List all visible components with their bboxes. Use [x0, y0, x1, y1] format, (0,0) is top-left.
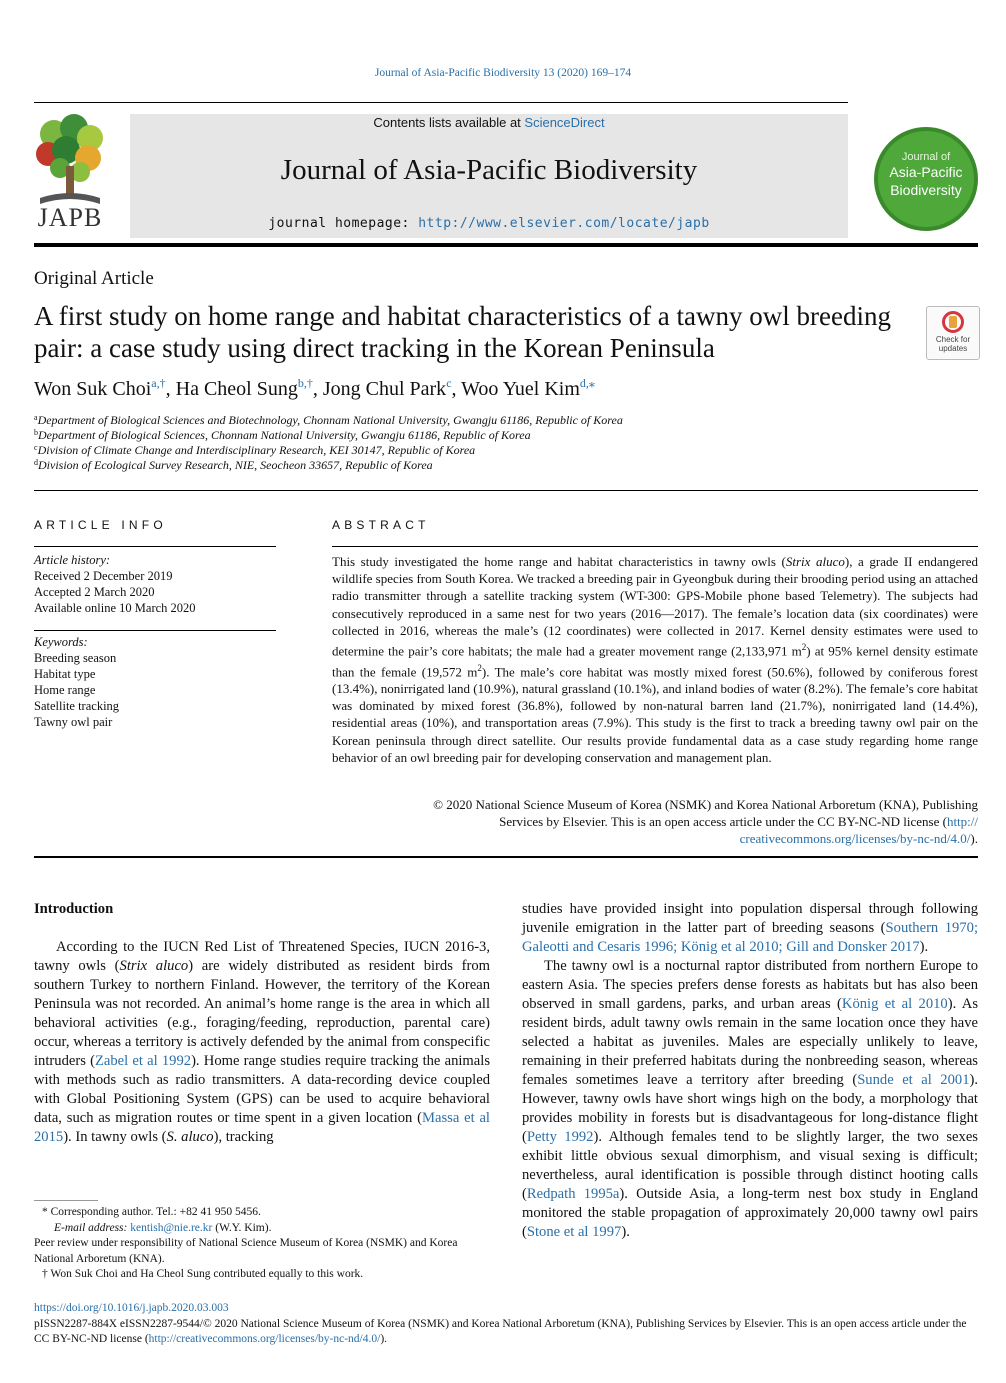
history-label: Article history: [34, 553, 111, 567]
badge-line1: Journal of [901, 151, 951, 163]
text-run: ). However, tawny owls have short wings high on the body, a morphology that provides mobility in forests but is disadvantageous for long-distance flight ( [522, 1072, 979, 1145]
text-run: ). As resident birds, adult tawny owls remain in the same location once they have selected a habitat as juveniles. Males are especially unlikely to leave, remaining in their preferred habitats during the nonbreeding season, whereas females sometimes leave a territory after breeding ( [522, 996, 978, 1088]
citation-link[interactable]: Stone et al 1997 [526, 1224, 622, 1240]
issn-close: ). [380, 1333, 388, 1345]
citation-link[interactable]: Zabel et al 1992 [94, 1053, 192, 1069]
issn-line: pISSN2287-884X eISSN2287-9544/© 2020 National Science Museum of Korea (NSMK) and Korea National Arboretum (KNA), Publishing Services by Elsevier. This is an open access article under the CC BY-NC-ND license ( [34, 1317, 967, 1345]
keyword: Tawny owl pair [34, 715, 113, 729]
citation-link[interactable]: König et al 2010 [841, 996, 948, 1012]
author-list [34, 376, 595, 401]
affil-sup: a [34, 413, 38, 422]
author-sep: , [165, 378, 176, 400]
citation-link[interactable]: Sunde et al 2001 [857, 1072, 970, 1088]
keywords-rule [34, 630, 276, 631]
keywords [34, 634, 119, 730]
intro-left-column [34, 900, 490, 1147]
text-run: ) are widely distributed as resident birds from southern Turkey to northern Finland. However, the territory of the Korean Peninsula was not recorded. An animal’s home range is the area in which all behavioral activities (e.g., foraging/feeding, reproduction, parental care) occur, whereas a territory is actively defended by the animal from conspecific intruders ( [34, 958, 490, 1069]
abstract-part: ). The male’s core habitat was mostly mixed forest (50.6%), followed by coniferous forest (13.4%), nonirrigated land (10.9%), natural grassland (10.1%), and inland bodies of water (8.2%). The female’s core habitat was dominated by mixed forest (36.8%), followed by non-natural barren land (21.7%), nonirrigated land (14.4%), residential areas (10%), and transportation areas (7.9%). This study is the first to track a breeding tawny owl pair on the Korean peninsula through direct satellite. Our results provide fundamental data as a case study regarding home range behavior of an owl breeding pair for developing conservation and management plan. [332, 663, 978, 765]
homepage-prefix: journal homepage: [268, 216, 419, 231]
email-label: E-mail address: [54, 1221, 131, 1234]
contents-prefix: Contents lists available at [373, 115, 525, 130]
article-type: Original Article [34, 268, 154, 289]
author-sup[interactable]: d,⁎ [579, 376, 595, 390]
license-link[interactable]: creativecommons.org/licenses/by-nc-nd/4.0/ [739, 831, 971, 847]
text-run: ). Although females tend to be slightly larger, the two sexes exhibit little obvious sexual dimorphism, and visual sexing is difficult; nevertheless, aural identification is possible through distinct hooting calls ( [522, 1129, 978, 1202]
keyword: Satellite tracking [34, 699, 120, 713]
text-run: According to the IUCN Red List of Threatened Species, IUCN 2016-3, tawny owls ( [34, 939, 490, 974]
author-name: Woo Yuel Kim [461, 378, 580, 400]
journal-name: Journal of Asia-Pacific Biodiversity [280, 154, 698, 186]
author-name: Jong Chul Park [322, 378, 447, 400]
abstract-part: ), a grade II endangered wildlife species from South Korea. We tracked a breeding pair in Gyeongbuk during their brooding period using an attached radio transmitter through a satellite tracking system (WT-300: GPS-Mobile phone based Telemetry). The subjects had consecutively reproduced in a same nest for two years (2016—2017). The female’s location data (six coordinates) were collected in 2016, whereas the male’s (12 coordinates) were collected in 2017. Kernel density estimates were used to determine the pair’s core habitats; the male had a greater movement range (2,133,971 m [332, 554, 979, 659]
abstract-sup: 2 [801, 642, 807, 653]
author-sup[interactable]: a,† [151, 376, 166, 390]
copyright-line: © 2020 National Science Museum of Korea (NSMK) and Korea National Arboretum (KNA), Publishing [433, 797, 978, 812]
badge-line2: Asia-Pacific [889, 164, 963, 180]
badge-line3: Biodiversity [890, 182, 962, 198]
abstract-heading: ABSTRACT [332, 518, 430, 532]
tree-logo-icon [34, 114, 106, 206]
sciencedirect-link[interactable]: ScienceDirect [524, 115, 605, 130]
author-sup[interactable]: b,† [297, 376, 313, 390]
text-italic: Strix aluco [119, 958, 189, 974]
affiliation [34, 413, 623, 428]
doi-link[interactable]: https://doi.org/10.1016/j.japb.2020.03.003 [34, 1302, 229, 1314]
author-sep: , [312, 378, 323, 400]
text-run: ). In tawny owls ( [63, 1129, 167, 1145]
title-rule [34, 490, 978, 491]
article-title: A first study on home range and habitat characteristics of a tawny owl breeding pair: a case study using direct tracking in the Korean Peninsula [34, 301, 891, 363]
abstract-part: ) at 95% kernel density estimate than the female (19,572 m [332, 643, 978, 679]
bookmark-icon [942, 311, 964, 333]
email-tail: (W.Y. Kim). [212, 1221, 272, 1234]
affiliation [34, 458, 433, 473]
affil-sup: c [34, 443, 38, 452]
text-run: studies have provided insight into population dispersal through following juvenile emigration in the latter part of breeding seasons ( [522, 901, 978, 936]
equal-contribution-note: † Won Suk Choi and Ha Cheol Sung contributed equally to this work. [42, 1268, 364, 1280]
copyright-close: ). [970, 831, 978, 847]
email-link[interactable]: kentish@nie.re.kr [130, 1221, 213, 1234]
banner-rule [34, 243, 978, 247]
abstract-end-rule [34, 856, 978, 858]
accepted-date: Accepted 2 March 2020 [34, 585, 155, 599]
citation-link[interactable]: Redpath 1995a [526, 1186, 620, 1202]
info-rule [34, 546, 276, 547]
journal-homepage [130, 216, 848, 231]
abstract-part: This study investigated the home range and habitat characteristics in tawny owls ( [332, 554, 786, 569]
abstract-sup: 2 [477, 662, 482, 673]
affil-sup: d [34, 458, 38, 467]
footnote-rule [34, 1200, 98, 1201]
keyword: Habitat type [34, 667, 96, 681]
bottom-matter [34, 1301, 978, 1348]
author-name: Ha Cheol Sung [175, 378, 298, 400]
article-info-heading: ARTICLE INFO [34, 518, 167, 532]
intro-paragraph [34, 938, 490, 1147]
author-sup[interactable]: c [446, 376, 452, 390]
license-link[interactable]: http://creativecommons.org/licenses/by-nc-nd/4.0/ [148, 1333, 381, 1345]
affil-text: Department of Biological Sciences and Biotechnology, Chonnam National University, Gwangju 61186, Republic of Korea [37, 413, 623, 427]
license-link[interactable]: http:// [946, 814, 978, 830]
keywords-label: Keywords: [34, 635, 88, 649]
text-run: ). Outside Asia, a long-term nest box study in England monitored the stable propagation of approximately 20,000 tawny owl pairs ( [522, 1186, 978, 1240]
copyright-line: Services by Elsevier. This is an open access article under the CC BY-NC-ND license ( [499, 814, 947, 830]
homepage-link[interactable]: http://www.elsevier.com/locate/japb [418, 216, 710, 231]
abstract-copyright [332, 796, 978, 848]
text-run: ). Home range studies require tracking the animals with methods such as radio transmitters. A data-recording device coupled with Global Positioning System (GPS) can be used to acquire behavioral data, such as migration routes or time spent in a given location ( [34, 1053, 490, 1126]
intro-heading: Introduction [34, 901, 114, 917]
intro-paragraph [522, 957, 978, 1242]
article-history [34, 552, 196, 616]
keyword: Breeding season [34, 651, 117, 665]
text-run: ). [621, 1224, 630, 1240]
text-run: ), tracking [213, 1129, 274, 1145]
abstract-rule [332, 546, 978, 547]
corresponding-author: * Corresponding author. Tel.: +82 41 950 5456. [42, 1206, 261, 1218]
keyword: Home range [34, 683, 96, 697]
affil-text: Department of Biological Sciences, Chonnam National University, Gwangju 61186, Republic of Korea [38, 428, 531, 442]
journal-badge [874, 127, 978, 231]
author-name: Won Suk Choi [34, 378, 152, 400]
affiliation [34, 428, 531, 443]
affil-text: Division of Ecological Survey Research, NIE, Seocheon 33657, Republic of Korea [38, 458, 433, 472]
online-date: Available online 10 March 2020 [34, 601, 196, 615]
abstract-text [332, 553, 978, 766]
affil-sup: b [34, 428, 38, 437]
check-label: Check for updates [935, 335, 971, 353]
intro-right-column [522, 900, 978, 1242]
header-rule [34, 102, 848, 103]
intro-paragraph [522, 900, 978, 957]
abstract-italic: Strix aluco [785, 554, 845, 569]
check-for-updates-button[interactable] [926, 306, 980, 360]
text-italic: S. aluco [166, 1129, 214, 1145]
text-run: The tawny owl is a nocturnal raptor distributed from northern Europe to eastern Asia. The species prefers dense forests as habitats but has also been observed in small gardens, parks, and urban areas ( [522, 958, 978, 1012]
contents-line [130, 115, 848, 130]
affiliation [34, 443, 475, 458]
footnotes [34, 1205, 492, 1283]
peer-review-note: Peer review under responsibility of National Science Museum of Korea (NSMK) and Korea National Arboretum (KNA). [34, 1237, 458, 1265]
citation-link[interactable]: Southern 1970; Galeotti and Cesaris 1996; König et al 2010; Gill and Donsker 2017 [522, 920, 979, 955]
citation-link[interactable]: Petty 1992 [526, 1129, 594, 1145]
affil-text: Division of Climate Change and Interdisciplinary Research, KEI 30147, Republic of Korea [37, 443, 476, 457]
journal-citation: Journal of Asia-Pacific Biodiversity 13 (2020) 169–174 [374, 67, 632, 79]
received-date: Received 2 December 2019 [34, 569, 173, 583]
japb-logo-text: JAPB [37, 203, 103, 232]
author-sep: , [451, 378, 462, 400]
citation-link[interactable]: Massa et al 2015 [34, 1110, 490, 1145]
text-run: ). [919, 939, 929, 955]
